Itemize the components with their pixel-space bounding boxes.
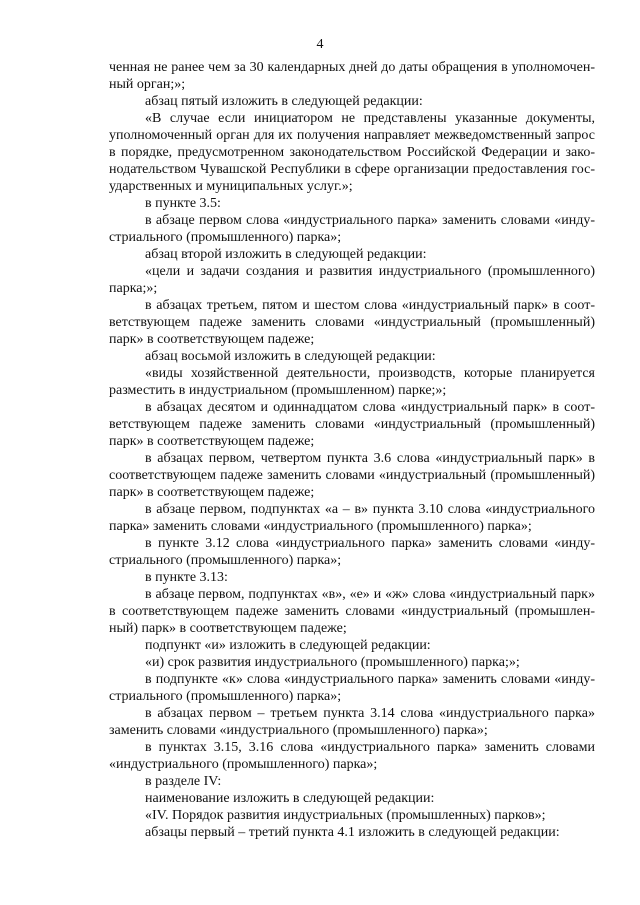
text-line: в порядке, предусмотренном законодательством Российской Федерации и зако-: [109, 145, 595, 160]
text-line: абзацы первый – третий пункта 4.1 изложить в следующей редакции:: [145, 825, 560, 840]
text-line: наименование изложить в следующей редакции:: [145, 791, 435, 806]
text-line: парка;»;: [109, 281, 158, 296]
text-line: ный орган;»;: [109, 77, 186, 92]
text-line: абзац второй изложить в следующей редакции:: [145, 247, 427, 262]
text-line: в абзаце первом, подпунктах «а – в» пункта 3.10 слова «индустриального: [145, 502, 595, 517]
text-line: ударственных и муниципальных услуг.»;: [109, 179, 353, 194]
text-line: парка» заменить словами «индустриального (промышленного) парка»;: [109, 519, 532, 534]
text-line: в абзацах первом – третьем пункта 3.14 слова «индустриального парка»: [145, 706, 595, 721]
text-line: ный) парк» в соответствующем падеже;: [109, 621, 347, 636]
text-line: в пункте 3.12 слова «индустриального парка» заменить словами «инду-: [145, 536, 595, 551]
text-line: абзац восьмой изложить в следующей редакции:: [145, 349, 436, 364]
text-line: в разделе IV:: [145, 774, 222, 789]
text-line: нодательством Чувашской Республики в сфере организации предоставления гос-: [109, 162, 595, 177]
page-number: 4: [316, 37, 324, 52]
text-line: ветствующем падеже заменить словами «индустриальный (промышленный): [109, 417, 595, 432]
text-line: в абзаце первом, подпунктах «в», «е» и «ж» слова «индустриальный парк»: [145, 587, 595, 602]
text-line: стриального (промышленного) парка»;: [109, 230, 342, 245]
text-line: «В случае если инициатором не представлены указанные документы,: [145, 111, 595, 126]
text-line: «индустриального (промышленного) парка»;: [109, 757, 378, 772]
text-line: «цели и задачи создания и развития индустриального (промышленного): [145, 264, 595, 279]
text-line: заменить словами «индустриального (промышленного) парка»;: [109, 723, 488, 738]
text-line: в пунктах 3.15, 3.16 слова «индустриального парка» заменить словами: [145, 740, 595, 755]
text-line: ветствующем падеже заменить словами «индустриальный (промышленный): [109, 315, 595, 330]
text-line: в абзацах первом, четвертом пункта 3.6 слова «индустриальный парк» в: [145, 451, 595, 466]
document-body: [109, 59, 595, 841]
text-line: в подпункте «к» слова «индустриального парка» заменить словами «инду-: [145, 672, 595, 687]
text-line: стриального (промышленного) парка»;: [109, 689, 342, 704]
text-line: парк» в соответствующем падеже;: [109, 434, 315, 449]
text-line: «виды хозяйственной деятельности, производств, которые планируется: [145, 366, 595, 381]
text-line: стриального (промышленного) парка»;: [109, 553, 342, 568]
text-line: «и) срок развития индустриального (промышленного) парка;»;: [145, 655, 520, 670]
text-line: в абзацах десятом и одиннадцатом слова «индустриальный парк» в соот-: [145, 400, 595, 415]
text-line: парк» в соответствующем падеже;: [109, 485, 315, 500]
text-line: абзац пятый изложить в следующей редакции:: [145, 94, 423, 109]
text-line: парк» в соответствующем падеже;: [109, 332, 315, 347]
text-line: в соответствующем падеже заменить словами «индустриальный (промышлен-: [109, 604, 595, 619]
text-line: подпункт «и» изложить в следующей редакции:: [145, 638, 431, 653]
text-line: «IV. Порядок развития индустриальных (промышленных) парков»;: [145, 808, 546, 823]
text-line: в абзаце первом слова «индустриального парка» заменить словами «инду-: [145, 213, 595, 228]
text-line: ченная не ранее чем за 30 календарных дней до даты обращения в уполномочен-: [109, 60, 595, 75]
text-line: разместить в индустриальном (промышленном) парке;»;: [109, 383, 447, 398]
text-line: в абзацах третьем, пятом и шестом слова «индустриальный парк» в соот-: [145, 298, 595, 313]
text-line: уполномоченный орган для их получения направляет межведомственный запрос: [109, 128, 595, 143]
text-line: соответствующем падеже заменить словами «индустриальный (промышленный): [109, 468, 595, 483]
text-line: в пункте 3.13:: [145, 570, 228, 585]
text-line: в пункте 3.5:: [145, 196, 221, 211]
